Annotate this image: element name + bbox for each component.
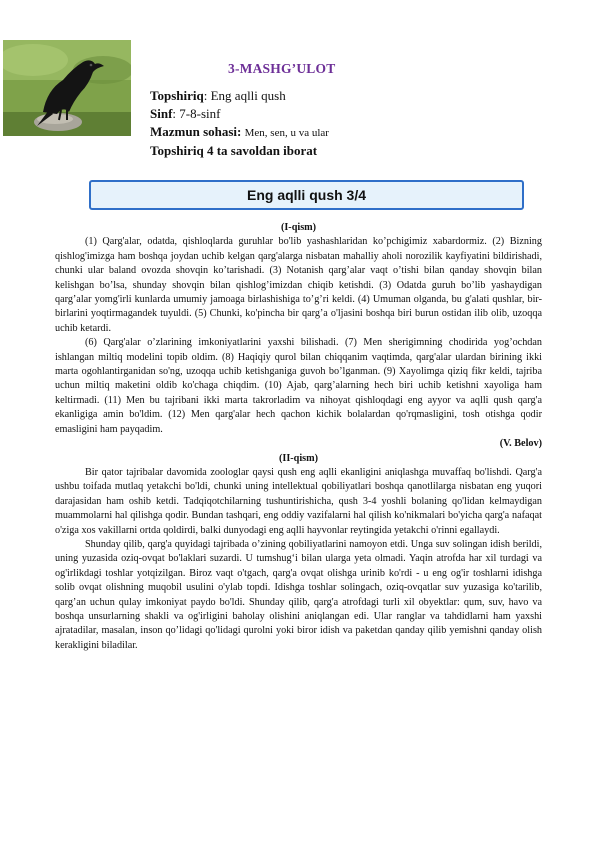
- content-label: Mazmun sohasi:: [150, 124, 242, 139]
- paragraph-2: (6) Qarg'alar o’zlarining imkoniyatlarini yaxshi bilishadi. (7) Men sherigimning chodirida yog’ochdan ishlangan miltiq modelini topib oldim. (8) Haqiqiy qurol bilan chiqqanim vaqtimda, qarg'alar ulardan birining ikki marta ogohlantirganidan so'ng, uzoqqa uchib ketishganiga guvoh bo’lganman. (9) Xayolimga qiziq fikr keldi, tajriba uchun miltiq maketini oldib ko'chaga chiqdim. (10) Ajab, qarg’alarning hech biri uchib ketishni xayoliga ham keltirmadi. (11) Men bu tajribani ikki marta takrorladim va nihoyat qishloqdagi eng ayyor va aqlli qush qarg'a ekanligiga amin bo'ldim. (12) Men qarg'alar hech qachon kichik bolalardan qo'rqmasligini, tosh otishga qodir emasligini ham payqadim.: [55, 337, 542, 435]
- page-title: 3-MASHG’ULOT: [228, 61, 336, 76]
- reading-text: [55, 221, 542, 653]
- content-value: Men, sen, u va ular: [244, 127, 329, 139]
- grade-row: Sinf: 7-8-sinf: [150, 106, 221, 121]
- section-banner: [89, 180, 524, 210]
- banner-title: Eng aqlli qush 3/4: [246, 187, 367, 203]
- task-row: Topshiriq: Eng aqlli qush: [150, 88, 286, 103]
- grade-value: 7-8-sinf: [179, 106, 221, 121]
- paragraph-4: Shunday qilib, qarg'a quyidagi tajribada o’zining qobiliyatlarini namoyon etdi. Unga suv solingan idish berildi, uning yuzasida oziq-ovqat bo'laklari suzardi. U tumshug‘i bilan ularga yeta olmadi. Yaqin atrofda har xil turdagi va og'irlikdagi toshlar yotqizilgan. Biroz vaqt o'tgach, qarg'a ovqat olishga urinib ko'rdi - u eng og'ir toshlarni idishga solib ovqat olishning muqobil usulini o'ylab topdi. Idishga toshlar solingach, oziq-ovqatlar suv yuzasiga ko'tarilib, qarg’an uchun qulay imkoniyat paydo bo'ldi. Shunday qilib, qarg'a atrofdagi turli xil obyektlar: qum, suv, havo va boshqa unsurlarning shakli va og'irligini baholay olishini aniqlangan edi. Ular ranglar va tahdidlarni ham yaxshi ajratadilar, masalan, inson qo’lidagi qo'lidagi qurolni yoki biror idish va paketdan qanday qilib yemishni qanday olish kerakligini biladilar.: [55, 538, 542, 651]
- task-label: Topshiriq: [150, 88, 204, 103]
- part2-heading: (II-qism): [278, 452, 319, 464]
- author: (V. Belov): [499, 438, 542, 450]
- task-value: Eng aqlli qush: [210, 88, 286, 103]
- paragraph-1: (1) Qarg'alar, odatda, qishloqlarda guruhlar bo'lib yashashlaridan ko’pchigimiz xabardormiz. (2) Bizning qishlog'imizga ham boshqa joydan uchib kelgan qarg'alarga nisbatan mahalliy aholi norozilik kayfiyatini bildirishadi, chunki ular baland ovozda shovqin ko’tarishadi. (3) Notanish qarg’alar vaqt o’tishi bilan qanday shovqin bilan kelishgan bo’lsa, shunday shovqin bilan qishlog’imizdan chiqib ketishdi. (3) Odatda guruh bo’lib yashaydigan qarg’alar yomg'irli kunlarda umumiy jamoaga birlashishiga to’g’ri keldi. (4) Umuman olganda, bu g'alati qushlar, bir-birlarini yoqtirmagandek tuyuldi. (5) Chunki, ko'pincha bir qarg’a o'ljasini boshqa biri burun ostidan ilib olib, uzoqqa uchib ketardi.: [55, 236, 542, 334]
- content-row: [150, 123, 329, 142]
- grade-label: Sinf: [150, 106, 173, 121]
- paragraph-3: Bir qator tajribalar davomida zoologlar qaysi qush eng aqlli ekanligini aniqlashga muvaffaq bo'lishdi. Qarg'a ushbu toifada mutlaq yetakchi bo'ldi, chunki uning intellektual qobiliyatlari boshqa qanotlilarga nisbatan eng yuqori darajasidan ham oshib ketdi. Tadqiqotchilarning tushuntirishicha, qush 3-4 yoshli bolaning qo'lidan kelmaydigan muammolarni hal qilishga qodir. Bundan tashqari, eng oddiy vazifalarni hal qilish ko'nikmalari bo'yicha qarg'a nafaqat o'ziga xos vakillarni ortda qoldirdi, balki dunyodagi eng aqlli hayvonlar reytingida yetakchi o'rinni egallaydi.: [55, 466, 542, 536]
- task-count: Topshiriq 4 ta savoldan iborat: [150, 143, 318, 158]
- task-meta: [150, 87, 329, 160]
- task-count-row: [150, 142, 329, 160]
- crow-image: [3, 40, 131, 136]
- part1-heading: (I-qism): [280, 222, 317, 233]
- crow-photo: [3, 40, 131, 136]
